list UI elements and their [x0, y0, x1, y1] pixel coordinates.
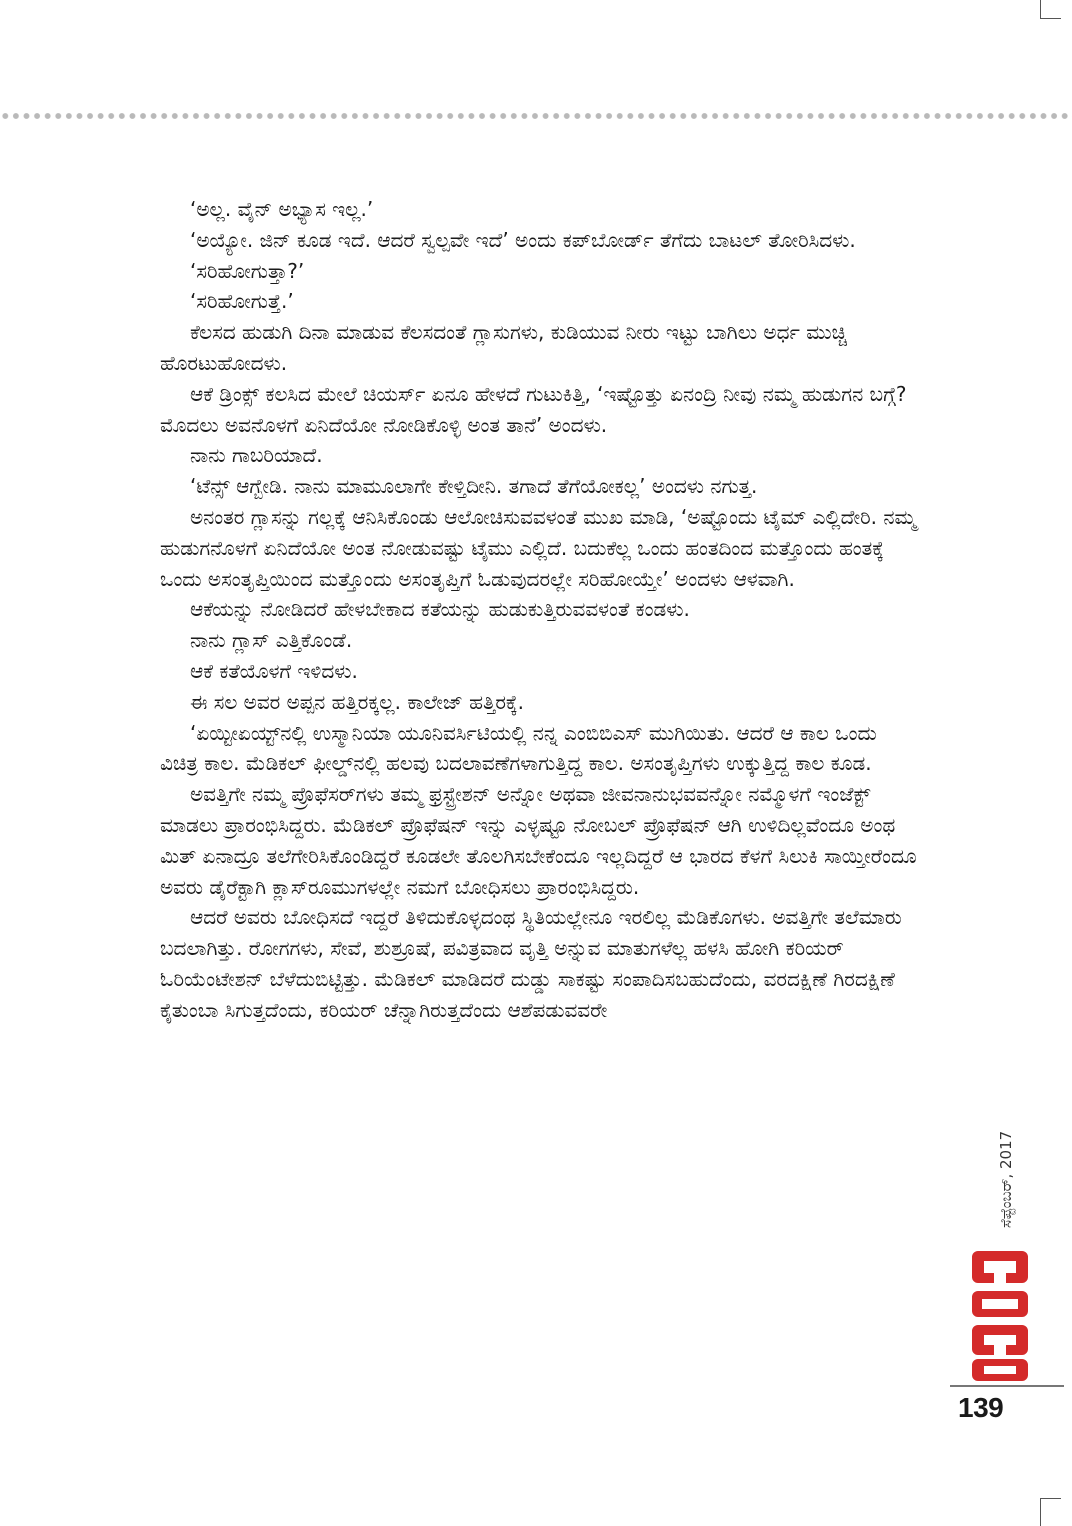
article-body: [160, 194, 924, 1026]
crop-mark-bottom: [1040, 1498, 1061, 1526]
paragraph: ‘ಟೆನ್ಸ್ ಆಗ್ಬೇಡಿ. ನಾನು ಮಾಮೂಲಾಗೇ ಕೇಳ್ತಿದೀನಿ. ತಗಾದೆ ತೆಗೆಯೋಕಲ್ಲ’ ಅಂದಳು ನಗುತ್ತ.: [190, 474, 758, 499]
paragraph: ಈ ಸಲ ಅವರ ಅಪ್ಪನ ಹತ್ತಿರಕ್ಕಲ್ಲ. ಕಾಲೇಜ್ ಹತ್ತಿರಕ್ಕೆ.: [190, 689, 524, 714]
paragraph: ‘ಸರಿಹೋಗುತ್ತೆ.’: [190, 289, 294, 314]
dotted-separator: [0, 110, 1072, 122]
paragraph: ನಾನು ಗಾಬರಿಯಾದೆ.: [190, 443, 323, 468]
paragraph: ಆಕೆಯನ್ನು ನೋಡಿದರೆ ಹೇಳಬೇಕಾದ ಕತೆಯನ್ನು ಹುಡುಕುತ್ತಿರುವವಳಂತೆ ಕಂಡಳು.: [190, 597, 690, 622]
paragraph: ನಾನು ಗ್ಲಾಸ್ ಎತ್ತಿಕೊಂಡೆ.: [190, 628, 353, 653]
magazine-logo: [970, 1245, 1030, 1385]
paragraph: ‘ಏಯ್ಟೀಏಯ್ಟ್‌ನಲ್ಲಿ ಉಸ್ಮಾನಿಯಾ ಯೂನಿವರ್ಸಿಟಿಯಲ್ಲಿ ನನ್ನ ಎಂಬಿಬಿಎಸ್ ಮುಗಿಯಿತು. ಆದರೆ ಆ ಕಾಲ ಒಂದು ವಿಚಿತ್ರ ಕಾಲ. ಮೆಡಿಕಲ್ ಫೀಲ್ಡ್‌ನಲ್ಲಿ ಹಲವು ಬದಲಾವಣೆಗಳಾಗುತ್ತಿದ್ದ ಕಾಲ. ಅಸಂತೃಪ್ತಿಗಳು ಉಕ್ಕುತ್ತಿದ್ದ ಕಾಲ ಕೂಡ.: [160, 720, 884, 776]
page-number: 139: [958, 1392, 1004, 1423]
paragraph: ಆಕೆ ಡ್ರಿಂಕ್ಸ್ ಕಲಸಿದ ಮೇಲೆ ಚಿಯರ್ಸ್ ಏನೂ ಹೇಳದೆ ಗುಟುಕಿತ್ತಿ, ‘ಇಷ್ಟೊತ್ತು ಏನಂದ್ರಿ ನೀವು ನಮ್ಮ ಹುಡುಗನ ಬಗ್ಗೆ? ಮೊದಲು ಅವನೊಳಗೆ ಏನಿದೆಯೋ ನೋಡಿಕೊಳ್ಳಿ ಅಂತ ತಾನೆ’ ಅಂದಳು.: [160, 381, 913, 437]
paragraph: ಆದರೆ ಅವರು ಬೋಧಿಸದೆ ಇದ್ದರೆ ತಿಳಿದುಕೊಳ್ಳದಂಥ ಸ್ಥಿತಿಯಲ್ಲೇನೂ ಇರಲಿಲ್ಲ ಮೆಡಿಕೊಗಳು. ಅವತ್ತಿಗೇ ತಲೆಮಾರು ಬದಲಾಗಿತ್ತು. ರೋಗಗಳು, ಸೇವೆ, ಶುಶ್ರೂಷೆ, ಪವಿತ್ರವಾದ ವೃತ್ತಿ ಅನ್ನುವ ಮಾತುಗಳೆಲ್ಲ ಹಳಸಿ ಹೋಗಿ ಕರಿಯರ್ ಓರಿಯೆಂಟೇಶನ್ ಬೆಳೆದುಬಿಟ್ಟಿತ್ತು. ಮೆಡಿಕಲ್ ಮಾಡಿದರೆ ದುಡ್ಡು ಸಾಕಷ್ಟು ಸಂಪಾದಿಸಬಹುದೆಂದು, ವರದಕ್ಷಿಣೆ ಗಿರದಕ್ಷಿಣೆ ಕೈತುಂಬಾ ಸಿಗುತ್ತದೆಂದು, ಕರಿಯರ್ ಚೆನ್ನಾಗಿರುತ್ತದೆಂದು ಆಶೆಪಡುವವರೇ: [160, 905, 909, 1022]
paragraph: ‘ಅಲ್ಲ. ವೈನ್ ಅಭ್ಯಾಸ ಇಲ್ಲ.’: [190, 197, 374, 221]
issue-date: ಸೆಪ್ಟೆಂಬರ್, 2017: [997, 1130, 1015, 1228]
paragraph: ‘ಸರಿಹೋಗುತ್ತಾ?’: [190, 258, 305, 283]
page-number-rule: [950, 1385, 1064, 1387]
paragraph: ಅನಂತರ ಗ್ಲಾಸನ್ನು ಗಲ್ಲಕ್ಕೆ ಆನಿಸಿಕೊಂಡು ಆಲೋಚಿಸುವವಳಂತೆ ಮುಖ ಮಾಡಿ, ‘ಅಷ್ಟೊಂದು ಟೈಮ್ ಎಲ್ಲಿದೇರಿ. ನಮ್ಮ ಹುಡುಗನೊಳಗೆ ಏನಿದೆಯೋ ಅಂತ ನೋಡುವಷ್ಟು ಟೈಮು ಎಲ್ಲಿದೆ. ಬದುಕೆಲ್ಲ ಒಂದು ಹಂತದಿಂದ ಮತ್ತೊಂದು ಹಂತಕ್ಕೆ ಒಂದು ಅಸಂತೃಪ್ತಿಯಿಂದ ಮತ್ತೊಂದು ಅಸಂತೃಪ್ತಿಗೆ ಓಡುವುದರಲ್ಲೇ ಸರಿಹೋಯ್ತೇ’ ಅಂದಳು ಆಳವಾಗಿ.: [160, 504, 923, 591]
paragraph: ಆಕೆ ಕತೆಯೊಳಗೆ ಇಳಿದಳು.: [190, 658, 358, 683]
paragraph: ಕೆಲಸದ ಹುಡುಗಿ ದಿನಾ ಮಾಡುವ ಕೆಲಸದಂತೆ ಗ್ಲಾಸುಗಳು, ಕುಡಿಯುವ ನೀರು ಇಟ್ಟು ಬಾಗಿಲು ಅರ್ಧ ಮುಚ್ಚಿ ಹೊರಟುಹೋದಳು.: [160, 320, 854, 375]
crop-mark-top: [1040, 0, 1061, 19]
paragraph: ‘ಅಯ್ಯೋ. ಜಿನ್ ಕೂಡ ಇದೆ. ಆದರೆ ಸ್ವಲ್ಪವೇ ಇದೆ’ ಅಂದು ಕಪ್‌ಬೋರ್ಡ್ ತೆಗೆದು ಬಾಟಲ್ ತೋರಿಸಿದಳು.: [190, 227, 856, 252]
paragraph: ಅವತ್ತಿಗೇ ನಮ್ಮ ಪ್ರೊಫೆಸರ್‌ಗಳು ತಮ್ಮ ಫ್ರಸ್ಟ್ರೇಶನ್ ಅನ್ನೋ ಅಥವಾ ಜೀವನಾನುಭವವನ್ನೋ ನಮ್ಮೊಳಗೆ ಇಂಜೆಕ್ಟ್ ಮಾಡಲು ಪ್ರಾರಂಭಿಸಿದ್ದರು. ಮೆಡಿಕಲ್ ಪ್ರೊಫೆಷನ್ ಇನ್ನು ಎಳ್ಳಷ್ಟೂ ನೋಬಲ್ ಪ್ರೊಫೆಷನ್ ಆಗಿ ಉಳಿದಿಲ್ಲವೆಂದೂ ಅಂಥ ಮಿತ್ ಏನಾದ್ರೂ ತಲೆಗೇರಿಸಿಕೊಂಡಿದ್ದರೆ ಕೂಡಲೇ ತೊಲಗಿಸಬೇಕೆಂದೂ ಇಲ್ಲದಿದ್ದರೆ ಆ ಭಾರದ ಕೆಳಗೆ ಸಿಲುಕಿ ಸಾಯ್ತೀರೆಂದೂ ಅವರು ಡೈರೆಕ್ಟಾಗಿ ಕ್ಲಾಸ್‌ರೂಮುಗಳಲ್ಲೇ ನಮಗೆ ಬೋಧಿಸಲು ಪ್ರಾರಂಭಿಸಿದ್ದರು.: [160, 782, 924, 899]
